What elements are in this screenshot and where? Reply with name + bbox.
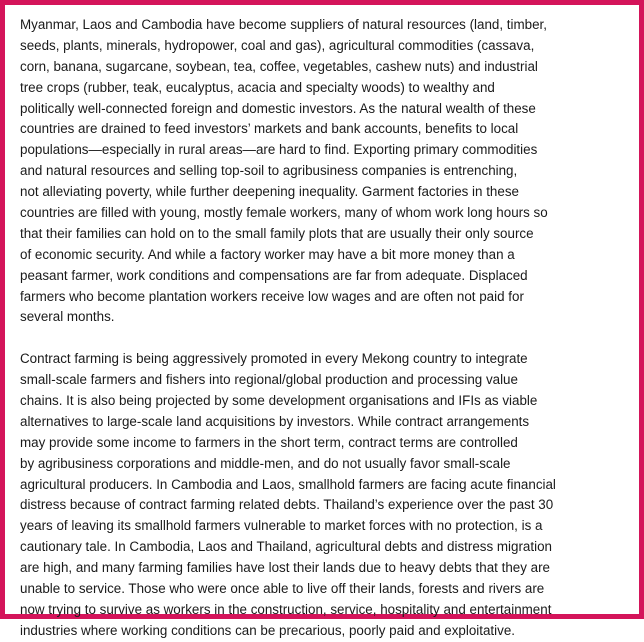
- paragraph-line: politically well-connected foreign and domestic investors. As the natural wealth of these: [20, 100, 536, 116]
- paragraph-line: chains. It is also being projected by some development organisations and IFIs as viable: [20, 393, 538, 409]
- paragraph-line: peasant farmer, work conditions and compensations are far from adequate. Displaced: [20, 267, 528, 283]
- paragraph-line: years of leaving its smallhold farmers vulnerable to market forces with no protection, is a: [20, 518, 543, 534]
- paragraph-line: alternatives to large-scale land acquisitions by investors. While contract arrangements: [20, 413, 530, 429]
- paragraph-line: countries are drained to feed investors’ markets and bank accounts, benefits to local: [20, 121, 519, 137]
- paragraph-line: tree crops (rubber, teak, eucalyptus, acacia and specialty woods) to wealthy and: [20, 79, 495, 95]
- paragraph-line: small-scale farmers and fishers into regional/global production and processing value: [20, 372, 518, 388]
- paragraph-line: agricultural producers. In Cambodia and Laos, smallhold farmers are facing acute financial: [20, 476, 556, 492]
- paragraph-line: are high, and many farming families have lost their lands due to heavy debts that they are: [20, 560, 550, 576]
- paragraph-line: corn, banana, sugarcane, soybean, tea, coffee, vegetables, cashew nuts) and industrial: [20, 58, 538, 74]
- paragraph-line: populations—especially in rural areas—are hard to find. Exporting primary commodities: [20, 142, 538, 158]
- paragraph-line: Myanmar, Laos and Cambodia have become suppliers of natural resources (land, timber,: [20, 17, 547, 32]
- paragraph-line: Contract farming is being aggressively promoted in every Mekong country to integrate: [20, 351, 528, 367]
- paragraph-line: not alleviating poverty, while further deepening inequality. Garment factories in these: [20, 184, 519, 200]
- paragraph-line: unable to service. Those who were once able to live off their lands, forests and rivers are: [20, 581, 545, 597]
- paragraph-line: seeds, plants, minerals, hydropower, coal and gas), agricultural commodities (cassava,: [20, 37, 535, 53]
- paragraph-line: by agribusiness corporations and middle-men, and do not usually favor small-scale: [20, 455, 511, 471]
- paragraph-line: that their families can hold on to the small family plots that are usually their only source: [20, 225, 534, 241]
- text-content: [20, 15, 637, 642]
- paragraph-line: several months.: [20, 309, 115, 325]
- paragraph-1: [20, 15, 637, 328]
- paragraph-2: [20, 349, 637, 641]
- paragraph-line: and natural resources and selling top-soil to agribusiness companies is entrenching,: [20, 163, 518, 179]
- paragraph-gap: [20, 328, 637, 349]
- paragraph-line: distress because of contract farming related debts. Thailand’s experience over the past 30: [20, 497, 554, 513]
- paragraph-line: industries where working conditions can be precarious, poorly paid and exploitative.: [20, 622, 515, 638]
- paragraph-line: of economic security. And while a factory worker may have a bit more money than a: [20, 246, 515, 262]
- paragraph-line: countries are filled with young, mostly female workers, many of whom work long hours so: [20, 205, 548, 221]
- paragraph-line: farmers who become plantation workers receive low wages and are often not paid for: [20, 288, 524, 304]
- paragraph-line: may provide some income to farmers in the short term, contract terms are controlled: [20, 434, 518, 450]
- paragraph-line: cautionary tale. In Cambodia, Laos and Thailand, agricultural debts and distress migration: [20, 539, 552, 555]
- paragraph-line: now trying to survive as workers in the construction, service, hospitality and entertainment: [20, 601, 552, 617]
